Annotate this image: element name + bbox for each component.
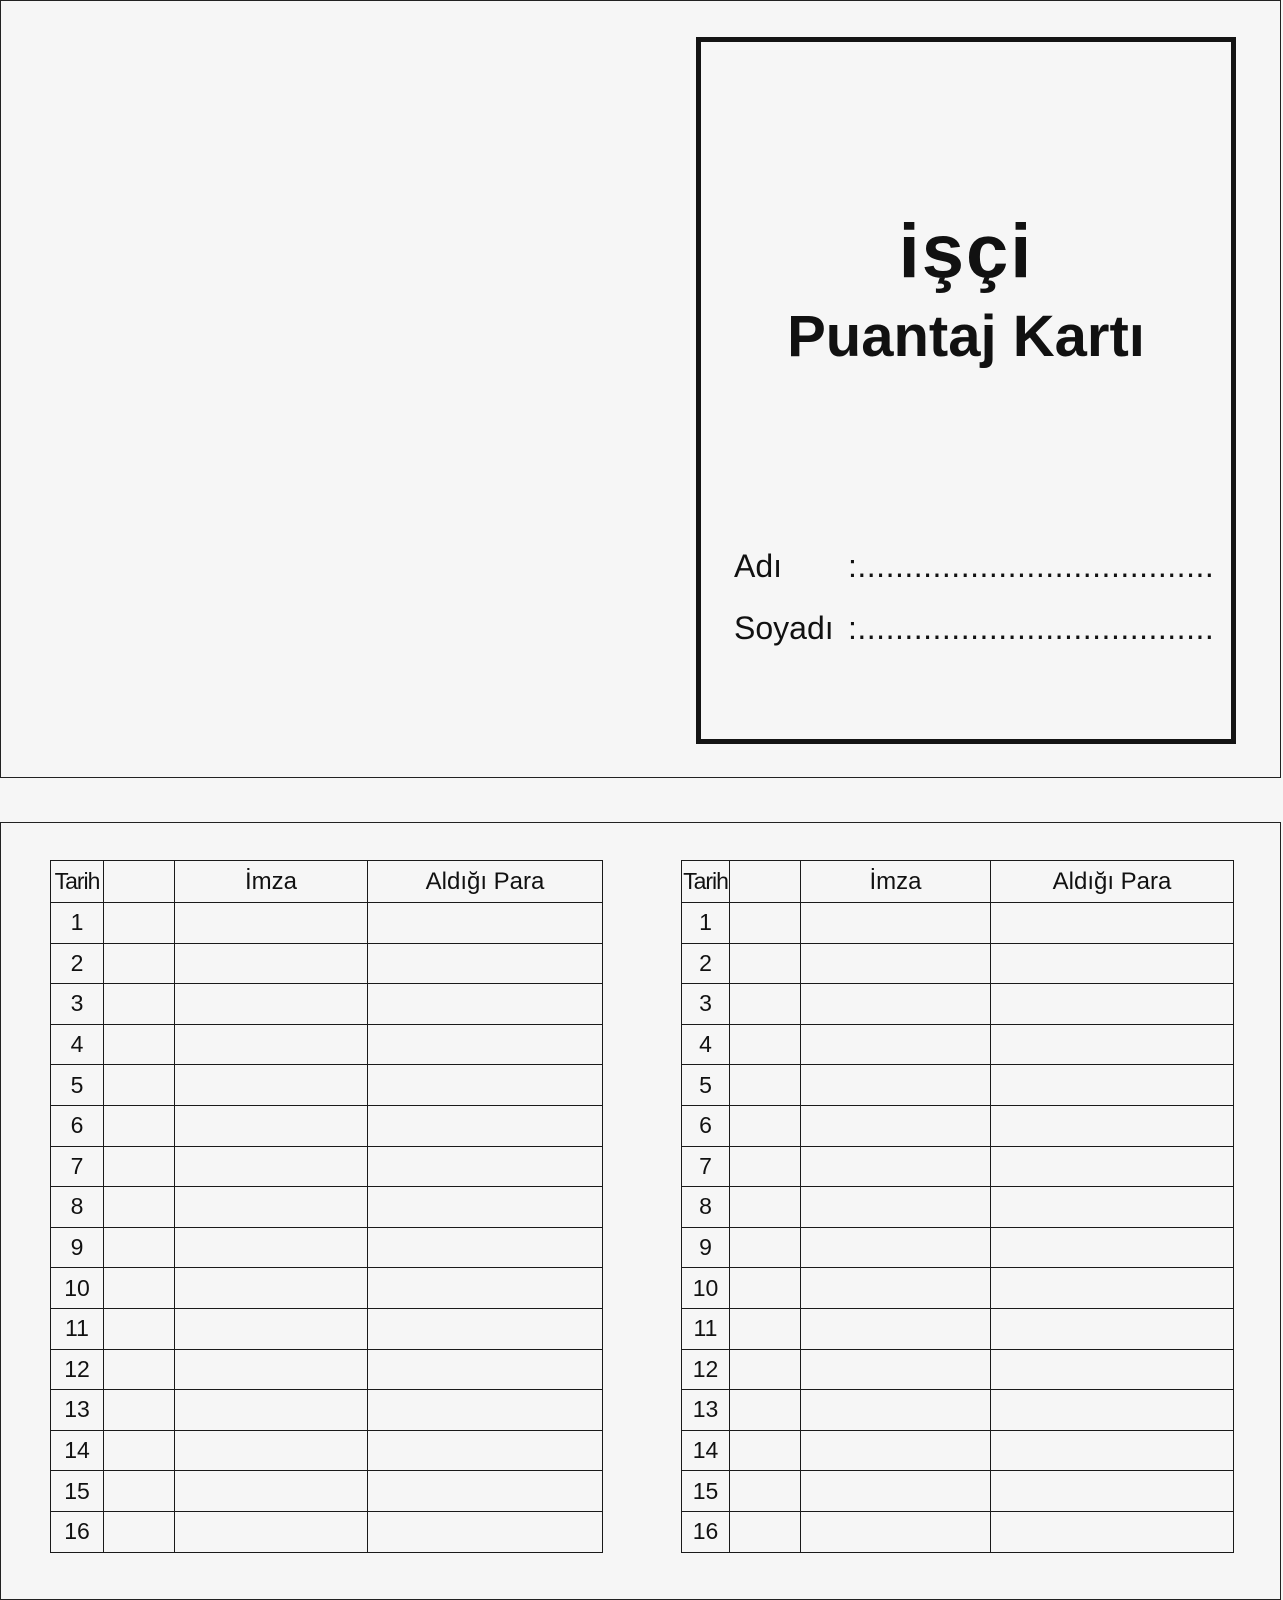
row-number: 1 [682,903,730,944]
table-row [51,1227,603,1268]
blank-cell[interactable] [730,1308,801,1349]
imza-cell[interactable] [175,1471,368,1512]
table-row [51,1349,603,1390]
blank-cell[interactable] [730,984,801,1025]
blank-cell[interactable] [104,1430,175,1471]
imza-cell[interactable] [175,984,368,1025]
row-number: 4 [682,1024,730,1065]
blank-cell[interactable] [730,1105,801,1146]
row-number: 2 [51,943,104,984]
imza-cell[interactable] [801,1105,991,1146]
imza-cell[interactable] [801,1511,991,1552]
imza-cell[interactable] [175,1146,368,1187]
imza-cell[interactable] [175,1268,368,1309]
table-row [682,1390,1234,1431]
cover-panel [0,0,1281,778]
blank-cell[interactable] [104,1511,175,1552]
header-blank [730,861,801,903]
imza-cell[interactable] [175,1511,368,1552]
aldigi-para-cell[interactable] [368,984,603,1025]
table-row [51,1511,603,1552]
row-number: 16 [682,1511,730,1552]
table-row [51,1308,603,1349]
imza-cell[interactable] [175,1024,368,1065]
header-aldigi-para: Aldığı Para [991,861,1234,903]
imza-cell[interactable] [175,1390,368,1431]
row-number: 5 [51,1065,104,1106]
blank-cell[interactable] [730,1430,801,1471]
table-row [682,1187,1234,1228]
row-number: 1 [51,903,104,944]
aldigi-para-cell[interactable] [991,1308,1234,1349]
table-row [682,1511,1234,1552]
surname-dots: :...................................... [848,610,1215,646]
imza-cell[interactable] [801,1430,991,1471]
aldigi-para-cell[interactable] [368,1471,603,1512]
aldigi-para-cell[interactable] [368,1268,603,1309]
blank-cell[interactable] [104,1065,175,1106]
table-row [51,1430,603,1471]
card-subtitle: Puantaj Kartı [787,304,1145,369]
blank-cell[interactable] [104,943,175,984]
aldigi-para-cell[interactable] [991,1146,1234,1187]
imza-cell[interactable] [801,1024,991,1065]
table-row [682,1430,1234,1471]
row-number: 13 [51,1390,104,1431]
row-number: 12 [51,1349,104,1390]
blank-cell[interactable] [104,1308,175,1349]
blank-cell[interactable] [104,1024,175,1065]
name-dots: :...................................... [848,548,1215,584]
row-number: 10 [682,1268,730,1309]
aldigi-para-cell[interactable] [368,903,603,944]
blank-cell[interactable] [104,1227,175,1268]
aldigi-para-cell[interactable] [991,1349,1234,1390]
imza-cell[interactable] [801,1471,991,1512]
aldigi-para-cell[interactable] [991,984,1234,1025]
table-row [51,1187,603,1228]
aldigi-para-cell[interactable] [991,1105,1234,1146]
surname-field[interactable] [734,612,1221,644]
row-number: 10 [51,1268,104,1309]
aldigi-para-cell[interactable] [368,1146,603,1187]
header-imza: İmza [175,861,368,903]
imza-cell[interactable] [801,903,991,944]
aldigi-para-cell[interactable] [368,1430,603,1471]
table-row [682,1349,1234,1390]
blank-cell[interactable] [104,903,175,944]
aldigi-para-cell[interactable] [991,1430,1234,1471]
cover-frame [696,37,1236,744]
table-row [682,1024,1234,1065]
aldigi-para-cell[interactable] [991,1024,1234,1065]
aldigi-para-cell[interactable] [368,1308,603,1349]
blank-cell[interactable] [104,1349,175,1390]
aldigi-para-cell[interactable] [368,1187,603,1228]
row-number: 12 [682,1349,730,1390]
imza-cell[interactable] [175,1065,368,1106]
table-row [682,943,1234,984]
table-row [51,1390,603,1431]
aldigi-para-cell[interactable] [368,943,603,984]
blank-cell[interactable] [730,903,801,944]
row-number: 6 [51,1105,104,1146]
row-number: 2 [682,943,730,984]
aldigi-para-cell[interactable] [368,1511,603,1552]
aldigi-para-cell[interactable] [368,1024,603,1065]
table-row [682,1471,1234,1512]
name-label: Adı [734,548,783,584]
row-number: 8 [51,1187,104,1228]
row-number: 4 [51,1024,104,1065]
imza-cell[interactable] [801,984,991,1025]
table-header-row [682,861,1234,903]
row-number: 8 [682,1187,730,1228]
aldigi-para-cell[interactable] [991,903,1234,944]
attendance-table-right [681,860,1234,1553]
imza-cell[interactable] [801,1065,991,1106]
imza-cell[interactable] [801,1146,991,1187]
table-row [682,1227,1234,1268]
row-number: 14 [51,1430,104,1471]
imza-cell[interactable] [175,1308,368,1349]
blank-cell[interactable] [730,943,801,984]
blank-cell[interactable] [730,1146,801,1187]
table-row [682,903,1234,944]
imza-cell[interactable] [801,943,991,984]
aldigi-para-cell[interactable] [991,943,1234,984]
table-header-row [51,861,603,903]
blank-cell[interactable] [730,1390,801,1431]
table-row [51,984,603,1025]
blank-cell[interactable] [730,1024,801,1065]
aldigi-para-cell[interactable] [991,1511,1234,1552]
blank-cell[interactable] [730,1268,801,1309]
row-number: 15 [682,1471,730,1512]
header-aldigi-para: Aldığı Para [368,861,603,903]
imza-cell[interactable] [175,1430,368,1471]
blank-cell[interactable] [104,1390,175,1431]
row-number: 5 [682,1065,730,1106]
aldigi-para-cell[interactable] [991,1390,1234,1431]
blank-cell[interactable] [730,1065,801,1106]
row-number: 13 [682,1390,730,1431]
row-number: 11 [682,1308,730,1349]
blank-cell[interactable] [104,1105,175,1146]
imza-cell[interactable] [175,1227,368,1268]
header-tarih: Tarih [682,861,730,903]
table-row [51,1065,603,1106]
table-row [51,1105,603,1146]
row-number: 7 [51,1146,104,1187]
aldigi-para-cell[interactable] [368,1349,603,1390]
row-number: 3 [51,984,104,1025]
imza-cell[interactable] [175,1187,368,1228]
table-row [51,1146,603,1187]
table-body [51,903,603,1553]
table-row [682,1308,1234,1349]
imza-cell[interactable] [175,1105,368,1146]
name-field[interactable] [734,550,1221,582]
attendance-table-left [50,860,603,1553]
imza-cell[interactable] [801,1349,991,1390]
blank-cell[interactable] [104,1268,175,1309]
aldigi-para-cell[interactable] [368,1390,603,1431]
blank-cell[interactable] [104,1471,175,1512]
row-number: 16 [51,1511,104,1552]
surname-label: Soyadı [734,610,834,646]
row-number: 6 [682,1105,730,1146]
row-number: 7 [682,1146,730,1187]
aldigi-para-cell[interactable] [368,1065,603,1106]
imza-cell[interactable] [801,1227,991,1268]
imza-cell[interactable] [175,903,368,944]
header-blank [104,861,175,903]
table-body [682,903,1234,1553]
blank-cell[interactable] [730,1349,801,1390]
blank-cell[interactable] [730,1187,801,1228]
row-number: 11 [51,1308,104,1349]
aldigi-para-cell[interactable] [991,1268,1234,1309]
imza-cell[interactable] [801,1308,991,1349]
row-number: 9 [51,1227,104,1268]
aldigi-para-cell[interactable] [991,1227,1234,1268]
table-row [682,1146,1234,1187]
aldigi-para-cell[interactable] [991,1065,1234,1106]
table-row [682,1065,1234,1106]
table-row [51,943,603,984]
table-row [51,1024,603,1065]
imza-cell[interactable] [801,1390,991,1431]
imza-cell[interactable] [801,1187,991,1228]
header-imza: İmza [801,861,991,903]
aldigi-para-cell[interactable] [991,1187,1234,1228]
aldigi-para-cell[interactable] [368,1227,603,1268]
imza-cell[interactable] [175,943,368,984]
row-number: 15 [51,1471,104,1512]
blank-cell[interactable] [104,1187,175,1228]
card-title: işçi [898,209,1034,294]
blank-cell[interactable] [730,1511,801,1552]
aldigi-para-cell[interactable] [368,1105,603,1146]
imza-cell[interactable] [801,1268,991,1309]
imza-cell[interactable] [175,1349,368,1390]
table-row [682,1105,1234,1146]
table-row [51,903,603,944]
blank-cell[interactable] [730,1227,801,1268]
table-row [51,1471,603,1512]
row-number: 3 [682,984,730,1025]
blank-cell[interactable] [730,1471,801,1512]
row-number: 14 [682,1430,730,1471]
table-row [682,984,1234,1025]
aldigi-para-cell[interactable] [991,1471,1234,1512]
blank-cell[interactable] [104,984,175,1025]
table-row [51,1268,603,1309]
table-row [682,1268,1234,1309]
blank-cell[interactable] [104,1146,175,1187]
row-number: 9 [682,1227,730,1268]
header-tarih: Tarih [51,861,104,903]
